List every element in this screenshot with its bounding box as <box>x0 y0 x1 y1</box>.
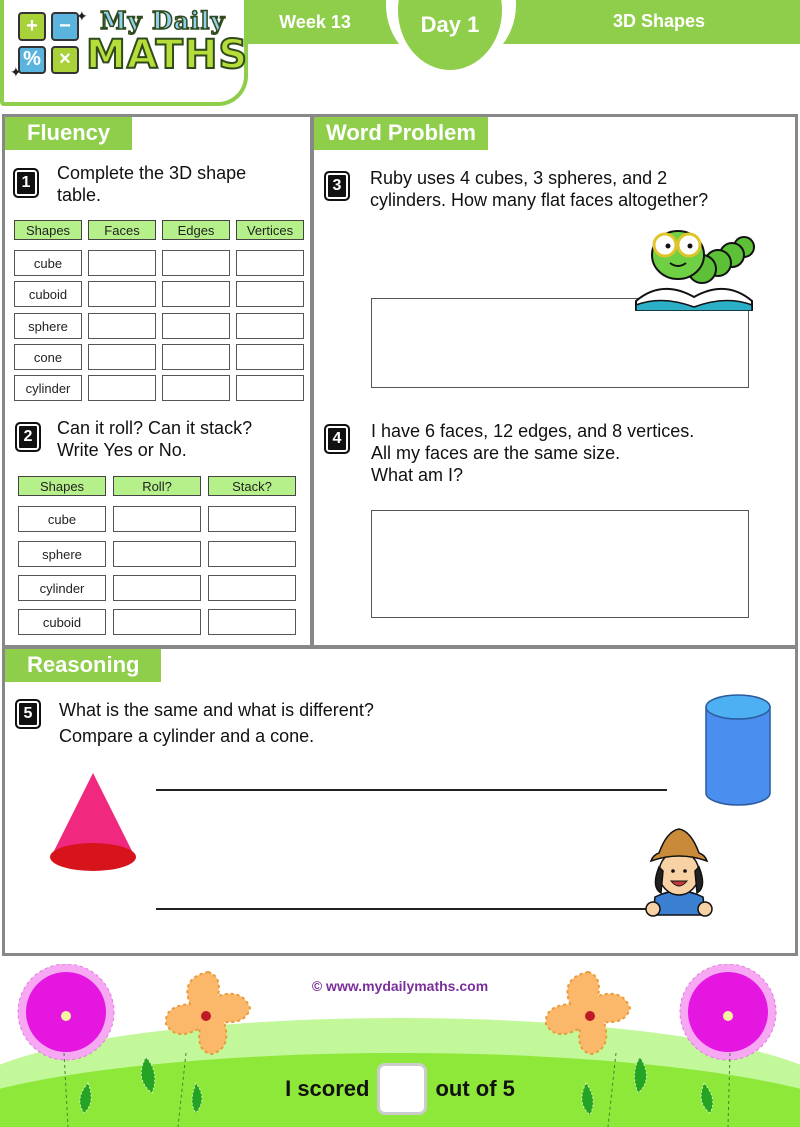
question-number-3: 3 <box>324 171 350 201</box>
table1-answer-cell[interactable] <box>88 313 156 339</box>
section-title-word-problem: Word Problem <box>314 117 488 150</box>
table2-row-label: cylinder <box>18 575 106 601</box>
score-input-box[interactable] <box>377 1063 427 1115</box>
question-number-2: 2 <box>15 422 41 452</box>
percent-icon: % <box>18 46 46 75</box>
question-4-line-1: I have 6 faces, 12 edges, and 8 vertices. <box>371 421 695 441</box>
table1-answer-cell[interactable] <box>236 344 304 370</box>
table2-answer-cell[interactable] <box>208 541 296 567</box>
table1-answer-cell[interactable] <box>88 281 156 307</box>
copyright-link[interactable]: © www.mydailymaths.com <box>311 978 489 994</box>
table2-answer-cell[interactable] <box>113 541 201 567</box>
table2-answer-cell[interactable] <box>208 575 296 601</box>
table2-header-stack: Stack? <box>208 476 296 496</box>
section-title-reasoning: Reasoning <box>5 649 161 682</box>
question-2-text: Can it roll? Can it stack? Write Yes or No. <box>57 418 253 460</box>
table1-answer-cell[interactable] <box>162 344 230 370</box>
logo-icons <box>18 12 80 74</box>
table1-row-label: cylinder <box>14 375 82 401</box>
question-3-text: Ruby uses 4 cubes, 3 spheres, and 2 cylinders. How many flat faces altogether? <box>370 168 709 210</box>
table2-header-shapes: Shapes <box>18 476 106 496</box>
score-prefix: I scored <box>285 1076 370 1101</box>
sparkle-icon: ✦ <box>10 64 22 80</box>
question-number-1: 1 <box>13 168 39 198</box>
question-number-5: 5 <box>15 699 41 729</box>
section-title-fluency: Fluency <box>5 117 132 150</box>
minus-icon: − <box>51 12 79 41</box>
table1-answer-cell[interactable] <box>88 375 156 401</box>
question-5-line-2: Compare a cylinder and a cone. <box>59 726 315 746</box>
logo-title-main: MATHS <box>86 32 249 78</box>
question-number-4: 4 <box>324 424 350 454</box>
day-label: Day 1 <box>420 12 480 37</box>
topic-label: 3D Shapes <box>612 11 706 31</box>
table1-row-label: sphere <box>14 313 82 339</box>
table2-row-label: cuboid <box>18 609 106 635</box>
table1-answer-cell[interactable] <box>162 281 230 307</box>
table1-answer-cell[interactable] <box>236 281 304 307</box>
cone-shape-icon <box>47 769 139 879</box>
table1-answer-cell[interactable] <box>88 250 156 276</box>
question-4-answer-box[interactable] <box>371 510 749 618</box>
question-3-answer-box[interactable] <box>371 298 749 388</box>
table1-answer-cell[interactable] <box>162 375 230 401</box>
table1-answer-cell[interactable] <box>236 313 304 339</box>
table2-answer-cell[interactable] <box>208 506 296 532</box>
table2-answer-cell[interactable] <box>113 506 201 532</box>
sparkle-icon: ✦ <box>76 8 88 24</box>
logo-title-top: My Daily <box>100 6 226 35</box>
table2-row-label: sphere <box>18 541 106 567</box>
table1-row-label: cone <box>14 344 82 370</box>
bookworm-reading-icon <box>632 215 757 311</box>
table1-header-vertices: Vertices <box>236 220 304 240</box>
table1-row-label: cuboid <box>14 281 82 307</box>
table1-header-shapes: Shapes <box>14 220 82 240</box>
question-5-line-1: What is the same and what is different? <box>59 700 374 720</box>
week-label: Week 13 <box>279 12 351 32</box>
multiply-icon: × <box>51 46 79 75</box>
question-4-line-2: All my faces are the same size. <box>371 443 621 463</box>
table2-row-label: cube <box>18 506 106 532</box>
table1-row-label: cube <box>14 250 82 276</box>
answer-line-2[interactable] <box>156 908 656 910</box>
table2-answer-cell[interactable] <box>113 609 201 635</box>
word-problem-panel <box>311 114 798 648</box>
logo <box>0 0 248 106</box>
table1-answer-cell[interactable] <box>236 375 304 401</box>
table1-answer-cell[interactable] <box>88 344 156 370</box>
fluency-panel <box>2 114 313 648</box>
footer <box>0 958 800 1127</box>
table1-answer-cell[interactable] <box>162 250 230 276</box>
question-4-line-3: What am I? <box>371 465 464 485</box>
table1-answer-cell[interactable] <box>162 313 230 339</box>
table1-header-edges: Edges <box>162 220 230 240</box>
table1-header-faces: Faces <box>88 220 156 240</box>
question-1-text: Complete the 3D shape table. <box>57 163 247 205</box>
score-suffix: out of 5 <box>435 1076 515 1101</box>
table1-answer-cell[interactable] <box>236 250 304 276</box>
cylinder-shape-icon <box>704 693 772 807</box>
score-row <box>0 1063 800 1115</box>
table2-header-roll: Roll? <box>113 476 201 496</box>
table2-answer-cell[interactable] <box>113 575 201 601</box>
explorer-child-icon <box>641 827 717 917</box>
table2-answer-cell[interactable] <box>208 609 296 635</box>
reasoning-panel <box>2 646 798 956</box>
answer-line-1[interactable] <box>156 789 667 791</box>
plus-icon: + <box>18 12 46 41</box>
